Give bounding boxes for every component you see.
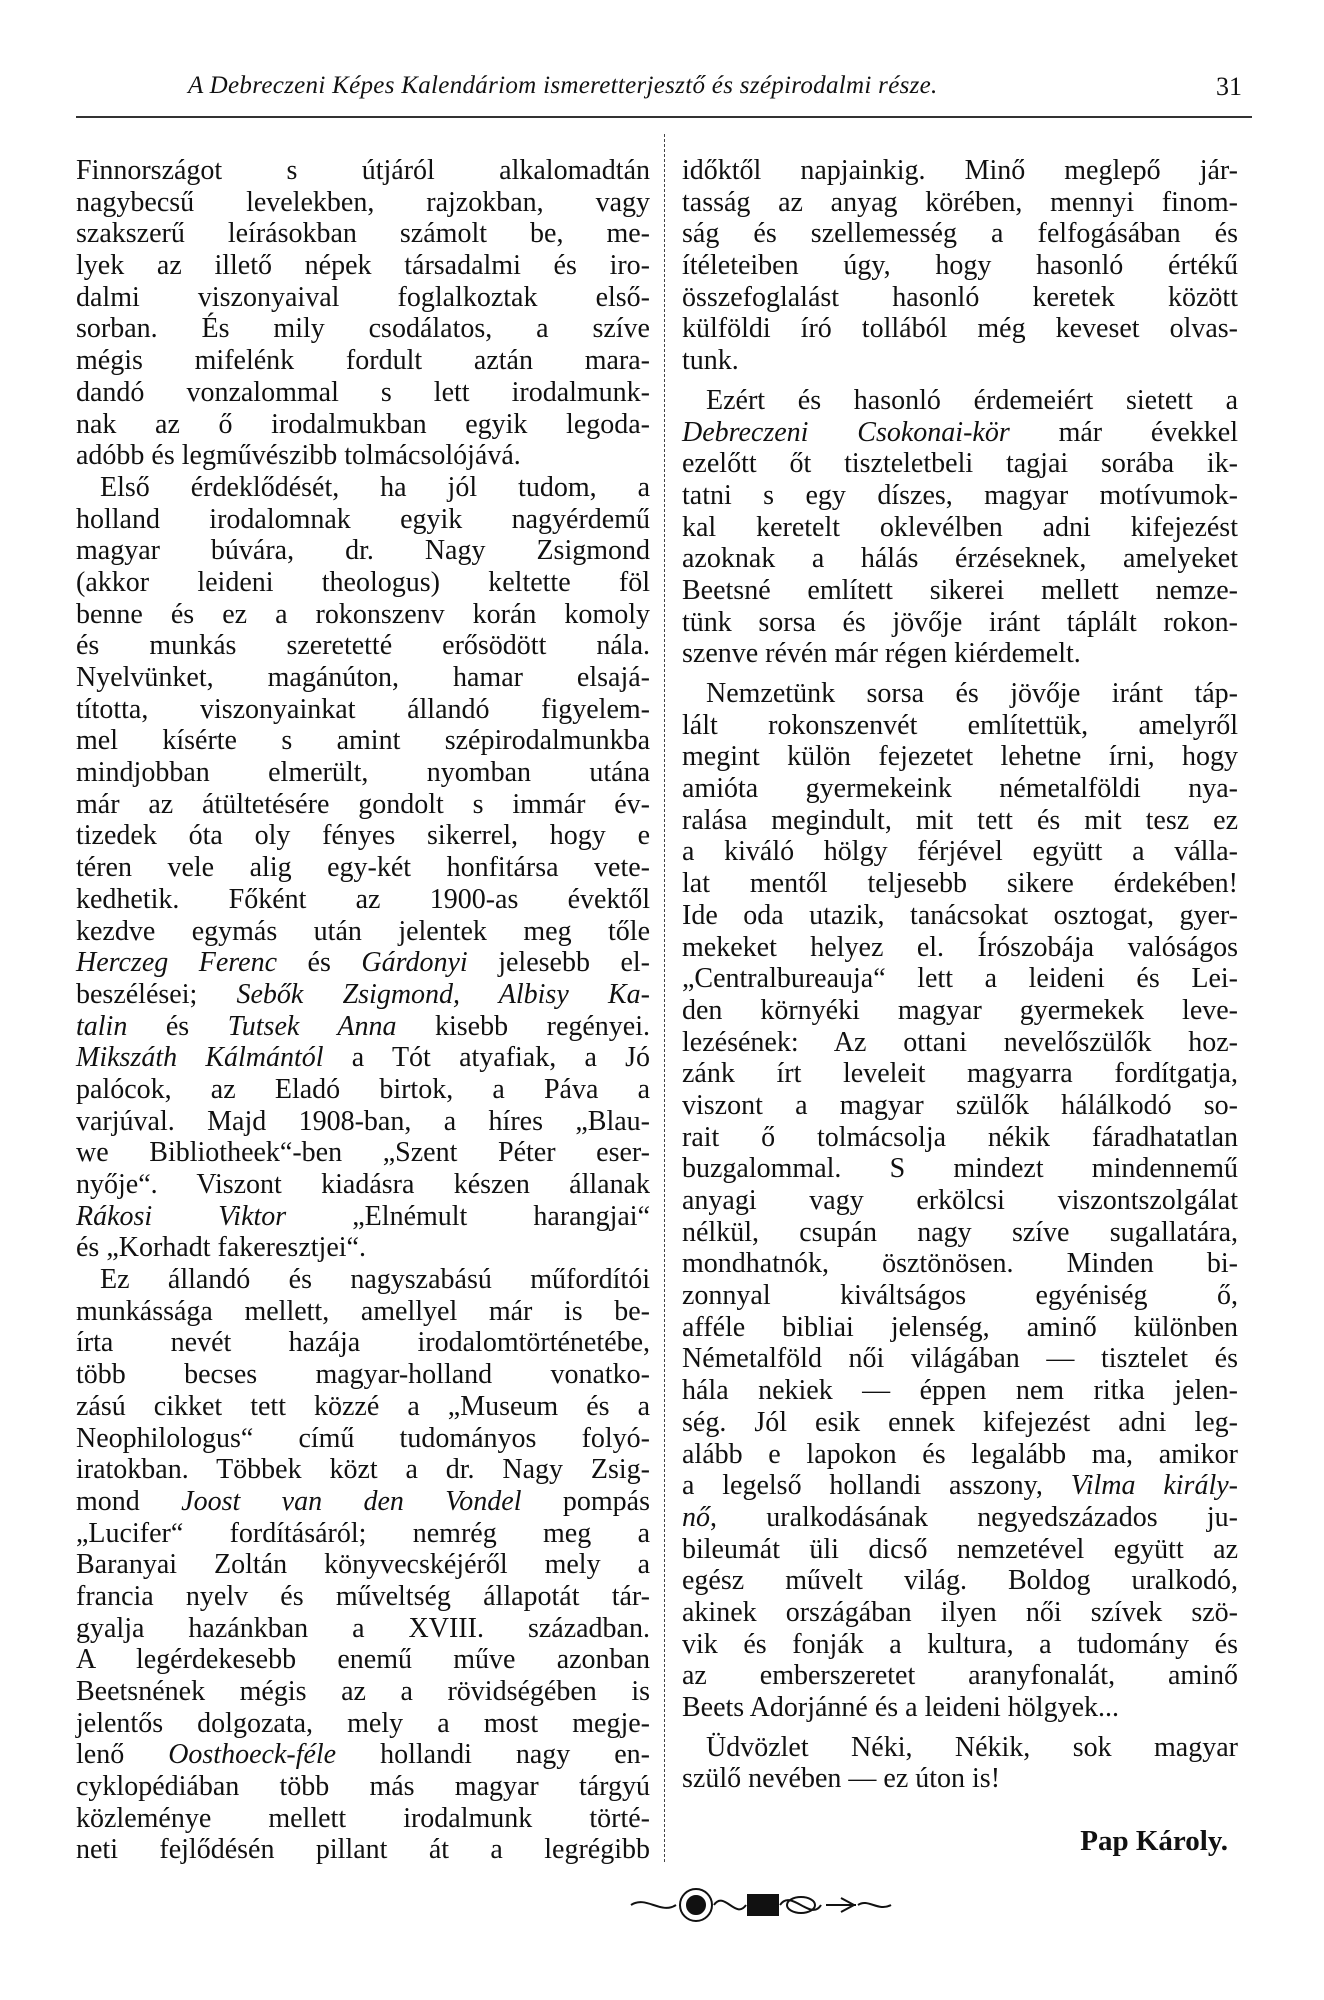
text-line	[682, 638, 1238, 670]
text-segment: neti fejlődésén pillant át a legrégibb	[76, 1834, 650, 1866]
text-line	[76, 852, 650, 884]
text-segment: tatni s egy díszes, magyar motívumok-	[682, 479, 1238, 511]
text-segment: Beetsnének mégis az a rövidségében is	[76, 1676, 650, 1707]
italic-text: Herczeg Ferenc	[76, 947, 278, 979]
text-segment: dalmi viszonyaival foglalkoztak első-	[76, 281, 650, 313]
text-segment: benne és ez a rokonszenv korán komoly	[76, 598, 650, 630]
text-line	[682, 1058, 1238, 1090]
text-segment: hála nekiek — éppen nem ritka jelen-	[682, 1375, 1238, 1407]
text-segment: lezésének: Az ottani nevelőszülők hoz-	[682, 1026, 1238, 1058]
text-segment: azoknak a hálás érzéseknek, amelyeket	[682, 543, 1238, 575]
text-segment: den környéki magyar gyermekek leve-	[682, 994, 1238, 1026]
text-line	[76, 630, 650, 662]
text-segment: írta nevét hazája irodalomtörténetébe,	[76, 1327, 650, 1359]
text-line	[76, 1486, 650, 1518]
text-line	[682, 385, 1238, 417]
italic-text: Sebők Zsigmond, Albisy Ka-	[236, 978, 650, 1010]
text-segment: nagybecsű levelekben, rajzokban, vagy	[76, 186, 650, 218]
text-line	[76, 947, 650, 979]
text-line	[76, 1327, 650, 1359]
text-line	[682, 1375, 1238, 1407]
header-rule	[76, 116, 1252, 118]
text-segment: ezelőtt őt tiszteletbeli tagjai sorába ik-	[682, 448, 1238, 480]
text-line	[682, 836, 1238, 868]
text-segment: sorban. És mily csodálatos, a szíve	[76, 313, 650, 345]
text-segment: Nyelvünket, magánúton, hamar elsajá-	[76, 662, 650, 693]
text-segment: mondhatnók, ösztönösen. Minden bi-	[682, 1248, 1238, 1280]
page-number: 31	[1216, 72, 1242, 101]
text-line	[76, 1391, 650, 1423]
text-segment: tizedek óta oly fényes sikerrel, hogy e	[76, 820, 650, 852]
text-segment: nélkül, csupán nagy szíve sugallatára,	[682, 1216, 1238, 1248]
text-line	[682, 1502, 1238, 1534]
text-segment: egész művelt világ. Boldog uralkodó,	[682, 1565, 1238, 1597]
text-line	[76, 820, 650, 852]
text-segment: Nemzetünk sorsa és jövője iránt táp-	[706, 678, 1238, 709]
text-line	[682, 345, 1238, 377]
text-segment: kezdve egymás után jelentek meg tőle	[76, 915, 650, 947]
text-line	[76, 694, 650, 726]
italic-text: Rákosi Viktor	[76, 1200, 287, 1232]
text-segment: pompás	[521, 1485, 651, 1517]
text-line	[682, 1248, 1238, 1280]
text-segment: zánk írt leveleit magyarra fordítgatja,	[682, 1058, 1238, 1090]
text-line	[76, 218, 650, 250]
text-segment: adóbb és legművészibb tolmácsolójává.	[76, 440, 521, 472]
italic-text: Gárdonyi	[361, 947, 468, 979]
text-segment: a Tót atyafiak, a Jó	[323, 1042, 651, 1074]
text-segment: kal keretelt oklevélben adni kifejezést	[682, 511, 1238, 543]
text-line	[682, 1027, 1238, 1059]
text-line	[682, 900, 1238, 932]
italic-text: Mikszáth Kálmántól	[76, 1042, 324, 1074]
text-segment: we Bibliotheek“-ben „Szent Péter eser-	[76, 1137, 650, 1169]
text-segment: és	[127, 1010, 228, 1042]
text-line	[76, 313, 650, 345]
text-segment: palócok, az Eladó birtok, a Páva a	[76, 1073, 650, 1105]
text-segment: kedhetik. Főként az 1900-as évektől	[76, 883, 650, 915]
text-line	[76, 1708, 650, 1740]
text-line	[682, 868, 1238, 900]
text-line	[682, 575, 1238, 607]
text-line	[682, 1763, 1238, 1795]
text-line	[682, 1280, 1238, 1312]
text-segment: külföldi író tollából még keveset olvas-	[682, 313, 1238, 345]
text-segment: „Lucifer“ fordításáról; nemrég meg a	[76, 1517, 650, 1549]
text-segment: Üdvözlet Néki, Nékik, sok magyar	[706, 1731, 1238, 1763]
text-line	[682, 678, 1238, 710]
text-segment: akinek országában ilyen női szívek szö-	[682, 1596, 1238, 1628]
italic-text: Debreczeni Csokonai-kör	[682, 416, 1010, 448]
text-segment: mel kísérte s amint szépirodalmunkba	[76, 725, 650, 757]
italic-text: nő	[682, 1501, 710, 1533]
text-segment: Neophilologus“ című tudományos folyó-	[76, 1422, 650, 1454]
text-segment: cyklopédiában több más magyar tárgyú	[76, 1771, 650, 1803]
paragraph	[682, 155, 1238, 377]
left-column	[76, 155, 650, 1866]
text-line	[76, 1232, 650, 1264]
text-line	[682, 448, 1238, 480]
text-line	[682, 932, 1238, 964]
text-segment: megint külön fejezetet lehetne írni, hogy	[682, 741, 1238, 773]
text-segment: már évekkel	[1009, 416, 1238, 448]
text-line	[76, 1803, 650, 1835]
text-line	[76, 1644, 650, 1676]
text-line	[76, 1549, 650, 1581]
text-line	[682, 741, 1238, 773]
text-line	[682, 187, 1238, 219]
text-line	[76, 1359, 650, 1391]
text-line	[76, 440, 650, 472]
text-line	[682, 1217, 1238, 1249]
text-segment: jelesebb el-	[467, 947, 650, 979]
text-line	[682, 1597, 1238, 1629]
text-segment: és	[277, 947, 362, 979]
text-segment: nyője“. Viszont kiadásra készen állanak	[76, 1169, 650, 1200]
text-line	[76, 1423, 650, 1455]
text-segment: ítéleteiben úgy, hogy hasonló értékű	[682, 250, 1238, 282]
text-line	[76, 250, 650, 282]
text-line	[682, 1439, 1238, 1471]
paragraph	[682, 1732, 1238, 1795]
text-line	[76, 1454, 650, 1486]
text-segment: ság és szellemesség a felfogásában és	[682, 218, 1238, 250]
column-divider	[664, 134, 665, 1862]
text-segment: mekeket helyez el. Írószobája valóságos	[682, 931, 1238, 963]
text-segment: amióta gyermekeink németalföldi nya-	[682, 773, 1238, 805]
text-segment: az emberszeretet aranyfonalát, aminő	[682, 1660, 1238, 1692]
text-segment: viszont a magyar szülők hálálkodó so-	[682, 1089, 1238, 1121]
text-line	[76, 1106, 650, 1138]
italic-text: Tutsek Anna	[227, 1010, 397, 1042]
text-segment: francia nyelv és műveltség állapotát tár-	[76, 1580, 650, 1612]
text-line	[682, 1629, 1238, 1661]
text-segment: Első érdeklődését, ha jól tudom, a	[100, 471, 650, 503]
text-segment: beszélései;	[76, 978, 237, 1010]
text-segment: „Centralbureauja“ lett a leideni és Lei-	[682, 963, 1238, 995]
text-segment: iratokban. Többek közt a dr. Nagy Zsig-	[76, 1454, 650, 1486]
text-line	[682, 543, 1238, 575]
paragraph	[682, 385, 1238, 670]
text-line	[682, 995, 1238, 1027]
text-segment: gyalja hazánkban a XVIII. században.	[76, 1612, 650, 1644]
text-segment: lenő	[76, 1739, 169, 1771]
text-segment: hollandi nagy en-	[336, 1739, 650, 1771]
text-line	[76, 1296, 650, 1328]
text-line	[682, 773, 1238, 805]
text-line	[682, 480, 1238, 512]
text-line	[682, 155, 1238, 187]
text-segment: vik és fonják a kultura, a tudomány és	[682, 1628, 1238, 1660]
text-line	[682, 1407, 1238, 1439]
text-line	[76, 1074, 650, 1106]
text-line	[76, 1264, 650, 1296]
text-segment: holland irodalomnak egyik nagyérdemű	[76, 503, 650, 535]
text-segment: tünk sorsa és jövője iránt táplált rokon-	[682, 606, 1238, 638]
text-line	[76, 535, 650, 567]
text-line	[76, 1676, 650, 1708]
text-segment: tította, viszonyainkat állandó figyelem-	[76, 693, 650, 725]
text-segment: bileumát üli dicső nemzetével együtt az	[682, 1533, 1238, 1565]
author-signature: Pap Károly.	[1080, 1825, 1228, 1857]
text-segment: összefoglalást hasonló keretek között	[682, 281, 1238, 313]
text-line	[76, 599, 650, 631]
text-line	[76, 504, 650, 536]
text-segment: kisebb regényei.	[396, 1010, 651, 1042]
text-segment: mond	[76, 1485, 182, 1517]
text-segment: lat mentől teljesebb sikere érdekében!	[682, 868, 1238, 900]
paragraph	[76, 155, 650, 472]
text-segment: rait ő tolmácsolja nékik fáradhatatlan	[682, 1121, 1238, 1153]
text-line	[76, 1834, 650, 1866]
text-line	[682, 250, 1238, 282]
text-segment: több becses magyar-holland vonatko-	[76, 1359, 650, 1391]
text-segment: ralása megindult, mit tett és mit tesz ez	[682, 804, 1238, 836]
text-line	[682, 710, 1238, 742]
text-line	[76, 345, 650, 377]
text-segment: Beetsné említett sikerei mellett nemze-	[682, 574, 1238, 606]
text-segment: Finnországot s útjáról alkalomadtán	[76, 155, 650, 186]
text-line	[682, 1153, 1238, 1185]
text-segment: Ide oda utazik, tanácsokat osztogat, gyer-	[682, 899, 1238, 931]
text-line	[76, 662, 650, 694]
text-line	[76, 1011, 650, 1043]
text-segment: a legelső hollandi asszony,	[682, 1470, 1071, 1502]
text-line	[682, 218, 1238, 250]
text-line	[682, 1343, 1238, 1375]
italic-text: Oosthoeck-féle	[168, 1739, 337, 1771]
text-line	[682, 1732, 1238, 1764]
text-segment: alább e lapokon és legalább ma, amikor	[682, 1438, 1238, 1470]
text-segment: Ezért és hasonló érdemeiért sietett a	[706, 384, 1238, 416]
text-line	[682, 1660, 1238, 1692]
decorative-ornament-icon	[626, 1880, 896, 1930]
text-segment: buzgalommal. S mindezt mindennemű	[682, 1153, 1238, 1185]
text-line	[76, 187, 650, 219]
italic-text: Vilma király-	[1070, 1470, 1238, 1502]
text-line	[76, 916, 650, 948]
text-line	[76, 1771, 650, 1803]
text-segment: Beets Adorjánné és a leideni hölgyek...	[682, 1692, 1119, 1723]
text-segment: jelentős dolgozata, mely a most megje-	[76, 1707, 650, 1739]
text-segment: A legérdekesebb enemű műve azonban	[76, 1644, 650, 1676]
text-line	[682, 313, 1238, 345]
text-segment: „Elnémult harangjai“	[286, 1200, 650, 1232]
text-segment: varjúval. Majd 1908-ban, a híres „Blau-	[76, 1105, 650, 1137]
text-segment: már az átültetésére gondolt s immár év-	[76, 788, 650, 820]
text-line	[76, 1581, 650, 1613]
text-segment: Németalföld női világában — tisztelet és	[682, 1343, 1238, 1375]
text-segment: szakszerű leírásokban számolt be, me-	[76, 218, 650, 250]
running-header-title: A Debreczeni Képes Kalendáriom ismeretterjesztő és szépirodalmi része.	[188, 72, 938, 99]
text-segment: (akkor leideni theologus) keltette föl	[76, 566, 650, 598]
text-line	[76, 409, 650, 441]
italic-text: Joost van den Vondel	[181, 1485, 522, 1517]
text-line	[682, 1312, 1238, 1344]
text-segment: tasság az anyag körében, mennyi finom-	[682, 186, 1238, 218]
text-line	[682, 1090, 1238, 1122]
text-segment: mégis mifelénk fordult aztán mara-	[76, 345, 650, 377]
text-line	[682, 512, 1238, 544]
running-header	[76, 72, 1250, 112]
text-line	[76, 1201, 650, 1233]
text-line	[76, 377, 650, 409]
text-segment: a kiváló hölgy férjével együtt a válla-	[682, 836, 1238, 868]
text-segment: időktől napjainkig. Minő meglepő jár-	[682, 155, 1238, 186]
text-line	[76, 282, 650, 314]
text-line	[682, 1185, 1238, 1217]
text-line	[682, 1692, 1238, 1724]
text-segment: közleménye mellett irodalmunk törté-	[76, 1802, 650, 1834]
text-line	[76, 1518, 650, 1550]
text-line	[682, 607, 1238, 639]
text-line	[682, 1470, 1238, 1502]
italic-text: talin	[76, 1010, 128, 1042]
text-segment: szülő nevében — ez úton is!	[682, 1763, 1001, 1795]
text-segment: tunk.	[682, 345, 739, 377]
text-segment: Ez állandó és nagyszabású műfordítói	[100, 1264, 650, 1296]
text-line	[682, 1122, 1238, 1154]
text-line	[682, 805, 1238, 837]
text-segment: magyar búvára, dr. Nagy Zsigmond	[76, 535, 650, 567]
text-segment: és munkás szeretetté erősödött nála.	[76, 630, 650, 662]
text-segment: szenve révén már régen kiérdemelt.	[682, 638, 1081, 670]
paragraph	[682, 678, 1238, 1724]
text-segment: nak az ő irodalmukban egyik legoda-	[76, 408, 650, 440]
text-line	[76, 155, 650, 187]
text-segment: anyagi vagy erkölcsi viszontszolgálat	[682, 1185, 1238, 1216]
text-segment: lált rokonszenvét említettük, amelyről	[682, 709, 1238, 741]
paragraph	[76, 1264, 650, 1866]
text-line	[76, 884, 650, 916]
text-line	[76, 1042, 650, 1074]
right-column	[682, 155, 1238, 1795]
text-line	[76, 567, 650, 599]
text-segment: és „Korhadt fakeresztjei“.	[76, 1232, 366, 1264]
text-segment: lyek az illető népek társadalmi és iro-	[76, 250, 650, 282]
text-segment: téren vele alig egy-két honfitársa vete-	[76, 852, 650, 884]
text-line	[76, 1137, 650, 1169]
paragraph	[76, 472, 650, 1264]
text-segment: afféle bibliai jelenség, aminő különben	[682, 1311, 1238, 1343]
text-line	[682, 417, 1238, 449]
text-line	[682, 282, 1238, 314]
text-line	[76, 472, 650, 504]
text-line	[682, 1565, 1238, 1597]
text-segment: zonnyal kiváltságos egyéniség ő,	[682, 1280, 1238, 1312]
text-segment: zású cikket tett közzé a „Museum és a	[76, 1390, 650, 1422]
text-line	[76, 1613, 650, 1645]
text-line	[76, 979, 650, 1011]
text-line	[682, 963, 1238, 995]
text-segment: dandó vonzalommal s lett irodalmunk-	[76, 376, 650, 408]
text-segment: , uralkodásának negyedszázados ju-	[710, 1501, 1238, 1533]
text-line	[76, 1169, 650, 1201]
text-line	[76, 1739, 650, 1771]
text-line	[682, 1534, 1238, 1566]
text-line	[76, 789, 650, 821]
text-segment: Baranyai Zoltán könyvecskéjéről mely a	[76, 1549, 650, 1581]
text-line	[76, 725, 650, 757]
text-line	[76, 757, 650, 789]
text-segment: munkássága mellett, amellyel már is be-	[76, 1295, 650, 1327]
text-segment: mindjobban elmerült, nyomban utána	[76, 757, 650, 789]
text-segment: ség. Jól esik ennek kifejezést adni leg-	[682, 1406, 1238, 1438]
